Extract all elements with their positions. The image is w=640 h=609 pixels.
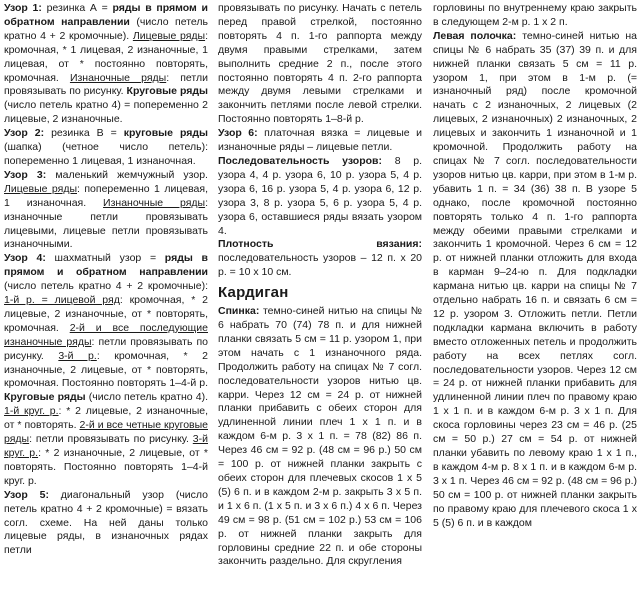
text: (число петель кратно 4) = попеременно 2 лицевые, 2 изнаночные. — [4, 99, 208, 126]
pattern-5-continued: провязывать по рисунку. Начать с петель перед правой стрелкой, постоянно повторять 4 п. 1-го раппорта между двумя правыми стрелками, затем выполнить средние 2 п., после этого постоянно повторять 4 п. 2-го раппорта между двумя левыми стрелками и закончить петлями после левой стрелки. Постоянно повторять 1–8-й р. — [218, 2, 422, 126]
column-2 — [218, 0, 422, 609]
text-bold: ряды в прямом и обратном направлении — [4, 2, 208, 28]
round-row-1-label: 1-й круг. р. — [4, 405, 59, 418]
pattern-1-paragraph — [4, 2, 208, 127]
pattern-4-paragraph — [4, 252, 208, 488]
text: (число петель кратно 4 + 2 кромочные): — [4, 280, 208, 293]
text: (шапка) (четное число петель): попеременно 1 лицевая, 1 изнаночная. — [4, 141, 208, 167]
text: : петли провязывать по рисунку. — [4, 335, 208, 362]
pattern-1-heading: Узор 1: — [4, 2, 42, 14]
back-continued: горловины по внутреннему краю закрыть в следующем 2-м р. 1 х 2 п. — [433, 2, 637, 28]
pattern-6-heading: Узор 6: — [218, 127, 258, 140]
text: : петли провязывать по рисунку. — [4, 71, 208, 98]
text: резинка А = — [41, 2, 113, 14]
text: последовательность узоров – 12 п. х 20 р. = 10 х 10 см. — [218, 252, 422, 279]
face-rows-label: Лицевые ряды — [132, 29, 206, 42]
column-3 — [433, 0, 637, 609]
purl-rows-label: Изнаночные ряды — [69, 71, 167, 84]
purl-rows-label: Изнаночные ряды — [103, 196, 206, 209]
pattern-sequence-heading: Последовательность узоров: — [218, 154, 382, 167]
row-2-label: 2-й и все последующие изнаночные ряды — [4, 321, 208, 348]
gauge-paragraph — [218, 238, 422, 280]
text: : изнаночные петли провязывать лицевыми, лицевые петли провязывать изнаночными. — [4, 196, 208, 251]
round-rows-label: Круговые ряды — [126, 85, 208, 98]
pattern-3-paragraph — [4, 169, 208, 252]
pattern-2-heading: Узор 2: — [4, 127, 45, 140]
text: : * 2 изнаночные, 2 лицевые, от * повторять. Постоянно повторять 1–4-й круг. р. — [4, 447, 208, 487]
pattern-5-heading: Узор 5: — [4, 488, 49, 501]
text: 8 р. узора 4, 4 р. узора 6, 10 р. узора 5, 4 р. узора 6, 16 р. узора 5, 4 р. узора 6, 12 р. узора 3, 8 р. узора 5, 6 р. узора 5, 4 р. узора 6, оставшиеся ряды вязать узором 4. — [218, 154, 422, 237]
text: : * 2 лицевые, 2 изнаночные, от * повторять. — [4, 405, 208, 432]
back-heading: Спинка: — [218, 305, 260, 318]
text: платочная вязка = лицевые и изнаночные ряды – лицевые петли. — [218, 127, 422, 154]
text: диагональный узор (число петель кратно 4 + 2 кромочные) = вязать согл. схеме. На ней даны только лицевые ряды, в изнаночных рядах петли — [4, 488, 208, 557]
pattern-4-heading: Узор 4: — [4, 252, 46, 265]
text: : кромочная, * 2 лицевые, 2 изнаночные, от * повторять, кромочная. — [4, 294, 208, 334]
section-title: Кардиган — [218, 284, 289, 302]
text: темно-синей нитью на спицы № 6 набрать 70 (74) 78 п. и для нижней планки связать 5 см = 11 р. узором 1, при этом начать с 1 изнаночного ряда. Продолжить работу на спицах № 7 согл. последовательности узоров нитью цв. карри. Через 12 см = 24 р. от нижней планки прибавить с обеих сторон для удлиненной линии плеч 1 х 1 п. и в каждом 6-м р. 3 х 1 п. = 78 (82) 86 п. Через 46 см = 92 р. (48 см = 96 р.) 50 см = 100 р. от нижней планки закрыть с обеих сторон для плечевых скосов 1 х 5 (5) 6 п. и в каждом 2-м р. закрыть 3 х 5 п. и 1 х 6 п. (1 х 5 п. и 3 х 6 п.) 4 х 6 п. Через 49 см = 98 р. (51 см = 102 р.) 53 см = 106 р. от нижней планки закрыть для горловины средние 22 п. и обе стороны закончить раздельно. Для скругления — [218, 305, 422, 568]
text: маленький жемчужный узор. — [46, 168, 208, 181]
gauge-heading: Плотность вязания: — [218, 238, 422, 251]
round-rows-label: Круговые ряды — [4, 391, 86, 404]
left-front-heading: Левая полочка: — [433, 29, 517, 42]
pattern-6-paragraph — [218, 127, 422, 155]
text-bold: круговые ряды — [123, 127, 208, 140]
pattern-3-heading: Узор 3: — [4, 168, 47, 181]
text: темно-синей нитью на спицы № 6 набрать 35 (37) 39 п. и для нижней планки связать 5 см = 11 р. узором 1, при этом в 1-м р. (= изнаночный ряд) после кромочной начать с 2 изнаночных, 2 лицевых (2 лицевых, 2 изнаночных) 2 изнаночных, 2 лицевых и закончить 1 изнаночной и 1 кромочной. Продолжить работу на спицах № 7 согл. последовательности узоров нитью цв. карри, при этом в 1-м р. убавить 1 п. = 34 (36) 38 п. В узоре 5 однако, после кромочной постоянно повторять только 4 п. 1-го раппорта между обеими правыми стрелками и закончить 1 кромочной. Через 6 см = 12 р. от нижней планки отложить для входа в карман 9–24-ю п. Для подкладки кармана нитью цв. карри на спицы № 7 отдельно набрать 16 п. и связать 6 см = 12 р. узором 3. Отложить петли. Петли подкладки кармана включить в работу вместо отложенных петель и продолжить работу на всех петлях согл. последовательности узоров. Через 12 см = 24 р. от нижней планки прибавить для удлиненной линии плеч по правому краю 1 х 1 п. и в каждом 6-м р. 3 х 1 п. Для скоса горловины через 23 см = 46 р. (25 см = 50 р.) 27 см = 54 р. от нижней планки убавить по левому краю 1 х 1 п., в каждом 4-м р. 8 х 1 п. и в каждом 6-м р. 3 х 1 п. Через 46 см = 92 р. (48 см = 96 р.) 50 см = 100 р. от нижней планки закрыть по правому краю для плечевого скоса 1 х 5 (5) 6 п. и в каждом — [433, 29, 637, 529]
text: : кромочная, * 1 лицевая, 2 изнаночные, 1 лицевая, от * постоянно повторять, кромочная. — [4, 29, 208, 84]
back-paragraph — [218, 305, 422, 569]
left-front-paragraph — [433, 30, 637, 531]
pattern-5-paragraph — [4, 489, 208, 559]
row-3-label: 3-й р. — [58, 349, 97, 362]
round-row-2-label: 2-й и все четные круговые ряды — [4, 419, 208, 446]
pattern-sequence-paragraph — [218, 155, 422, 238]
column-1 — [4, 0, 208, 609]
face-rows-label: Лицевые ряды — [4, 182, 77, 195]
round-row-3-label: 3-й круг. р. — [4, 433, 208, 459]
text: : попеременно 1 лицевая, 1 изнаночная. — [4, 182, 208, 209]
text: : петли провязывать по рисунку. — [29, 433, 193, 446]
text: (число петель кратно 4 + 2 кромочные). — [4, 15, 208, 42]
text-bold: ряды в прямом и обратном направлении — [4, 252, 208, 279]
row-1-label: 1-й р. = лицевой ряд — [4, 294, 120, 307]
text: шахматный узор = — [45, 252, 165, 265]
pattern-2-paragraph — [4, 127, 208, 169]
text: (число петель кратно 4). — [85, 391, 208, 404]
text: резинка В = — [44, 127, 124, 140]
text: : кромочная, * 2 изнаночные, 2 лицевые, от * повторять, кромочная. Постоянно повторять 1–4-й р. — [4, 349, 208, 390]
